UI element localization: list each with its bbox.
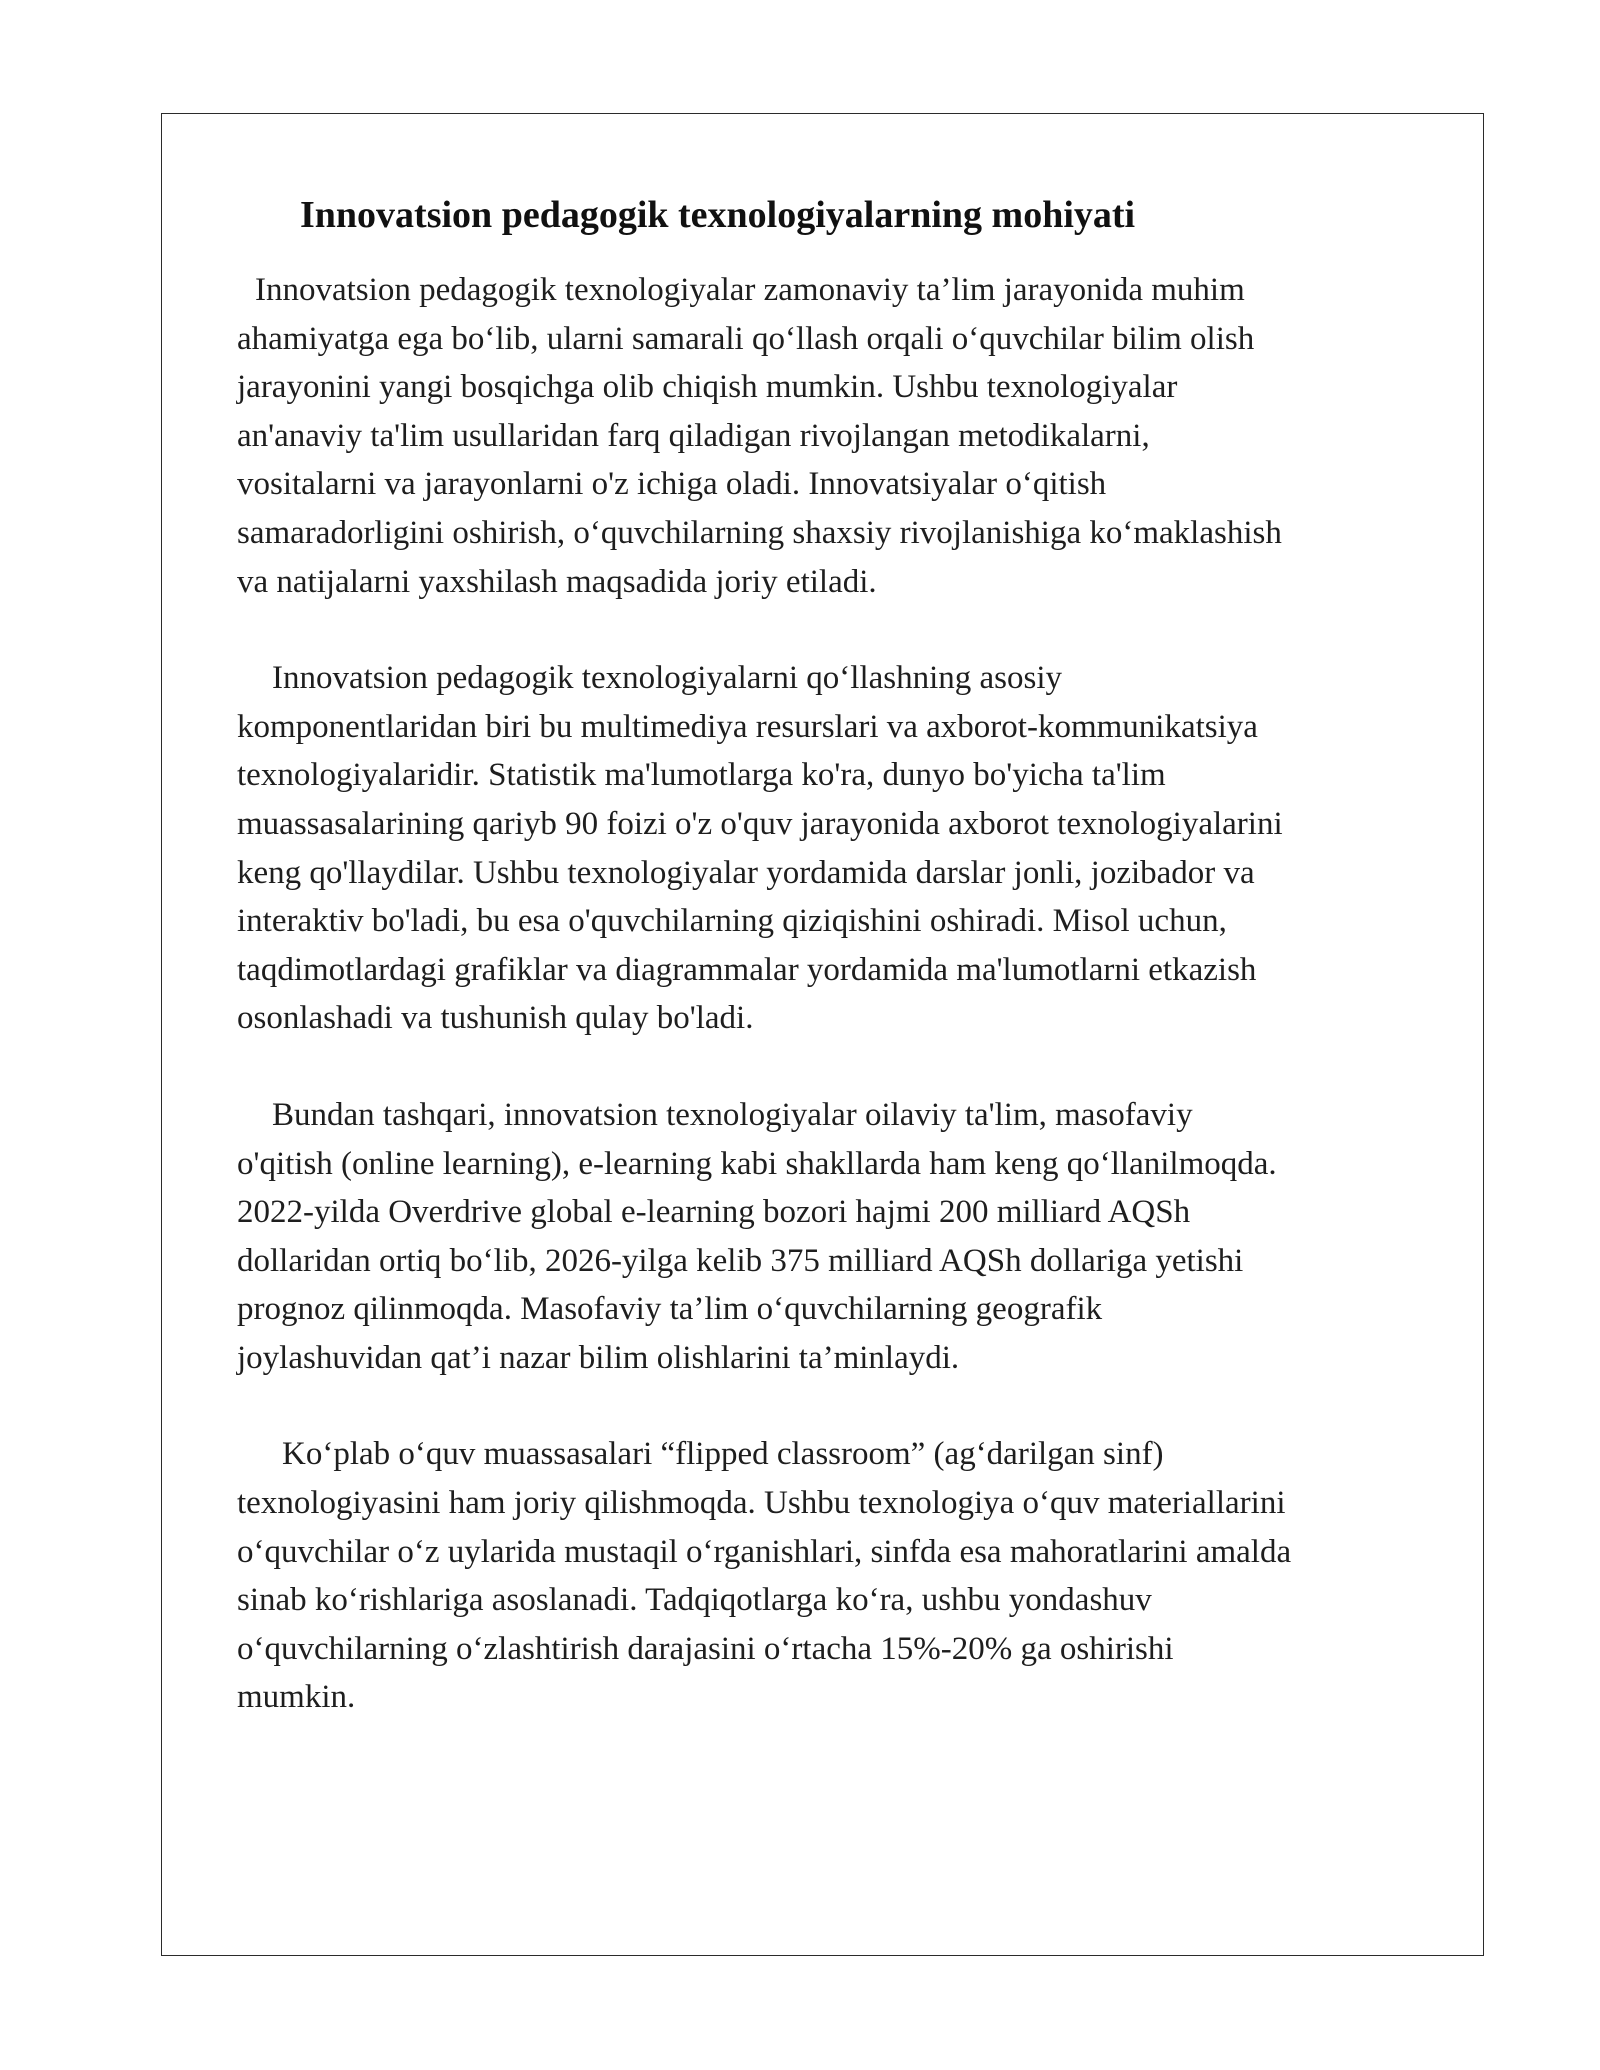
paragraph-3 [237,1091,1427,1383]
text-line: joylashuvidan qat’i nazar bilim olishlarini ta’minlaydi. [237,1339,960,1376]
text-line: texnologiyasini ham joriy qilishmoqda. Ushbu texnologiya o‘quv materiallarini [237,1485,1286,1522]
text-line: komponentlaridan biri bu multimediya resurslari va axborot-kommunikatsiya [237,708,1258,745]
text-line: vositalarni va jarayonlarni o'z ichiga oladi. Innovatsiyalar o‘qitish [237,466,1107,503]
text-line: prognoz qilinmoqda. Masofaviy ta’lim o‘quvchilarning geografik [237,1291,1103,1328]
text-line: taqdimotlardagi grafiklar va diagrammalar yordamida ma'lumotlarni etkazish [237,951,1257,988]
text-line: o‘quvchilar o‘z uylarida mustaqil o‘rganishlari, sinfda esa mahoratlarini amalda [237,1533,1292,1570]
text-line: va natijalarni yaxshilash maqsadida joriy etiladi. [237,563,877,600]
text-line: Innovatsion pedagogik texnologiyalar zamonaviy ta’lim jarayonida muhim [255,272,1245,308]
text-line: o'qitish (online learning), e-learning kabi shakllarda ham keng qo‘llanilmoqda. [237,1145,1277,1182]
document-title: Innovatsion pedagogik texnologiyalarning mohiyati [300,194,1136,236]
text-line: muassasalarining qariyb 90 foizi o'z o'quv jarayonida axborot texnologiyalarini [237,805,1283,842]
text-line: interaktiv bo'ladi, bu esa o'quvchilarning qiziqishini oshiradi. Misol uchun, [237,903,1227,940]
text-line: sinab ko‘rishlariga asoslanadi. Tadqiqotlarga ko‘ra, ushbu yondashuv [237,1582,1152,1619]
text-line: samaradorligini oshirish, o‘quvchilarning shaxsiy rivojlanishiga ko‘maklashish [237,514,1282,551]
text-line: 2022-yilda Overdrive global e-learning bozori hajmi 200 milliard AQSh [237,1194,1191,1231]
text-line: mumkin. [237,1679,356,1716]
text-line: Ko‘plab o‘quv muassasalari “flipped classroom” (ag‘darilgan sinf) [282,1436,1164,1473]
paragraph-4 [237,1430,1427,1722]
text-line: texnologiyalaridir. Statistik ma'lumotlarga ko'ra, dunyo bo'yicha ta'lim [237,757,1166,794]
paragraph-2 [237,654,1427,1043]
text-line: ahamiyatga ega bo‘lib, ularni samarali qo‘llash orqali o‘quvchilar bilim olish [237,320,1255,357]
text-line: jarayonini yangi bosqichga olib chiqish mumkin. Ushbu texnologiyalar [237,369,1178,406]
text-line: keng qo'llaydilar. Ushbu texnologiyalar yordamida darslar jonli, jozibador va [237,854,1255,891]
text-line: Bundan tashqari, innovatsion texnologiyalar oilaviy ta'lim, masofaviy [272,1096,1193,1133]
text-line: Innovatsion pedagogik texnologiyalarni qo‘llashning asosiy [272,660,1063,697]
document-body [237,266,1427,1770]
text-line: o‘quvchilarning o‘zlashtirish darajasini o‘rtacha 15%-20% ga oshirishi [237,1630,1174,1667]
text-line: osonlashadi va tushunish qulay bo'ladi. [237,1000,754,1037]
text-line: dollaridan ortiq bo‘lib, 2026-yilga kelib 375 milliard AQSh dollariga yetishi [237,1242,1244,1279]
paragraph-1 [237,266,1427,606]
text-line: an'anaviy ta'lim usullaridan farq qiladigan rivojlangan metodikalarni, [237,417,1150,454]
